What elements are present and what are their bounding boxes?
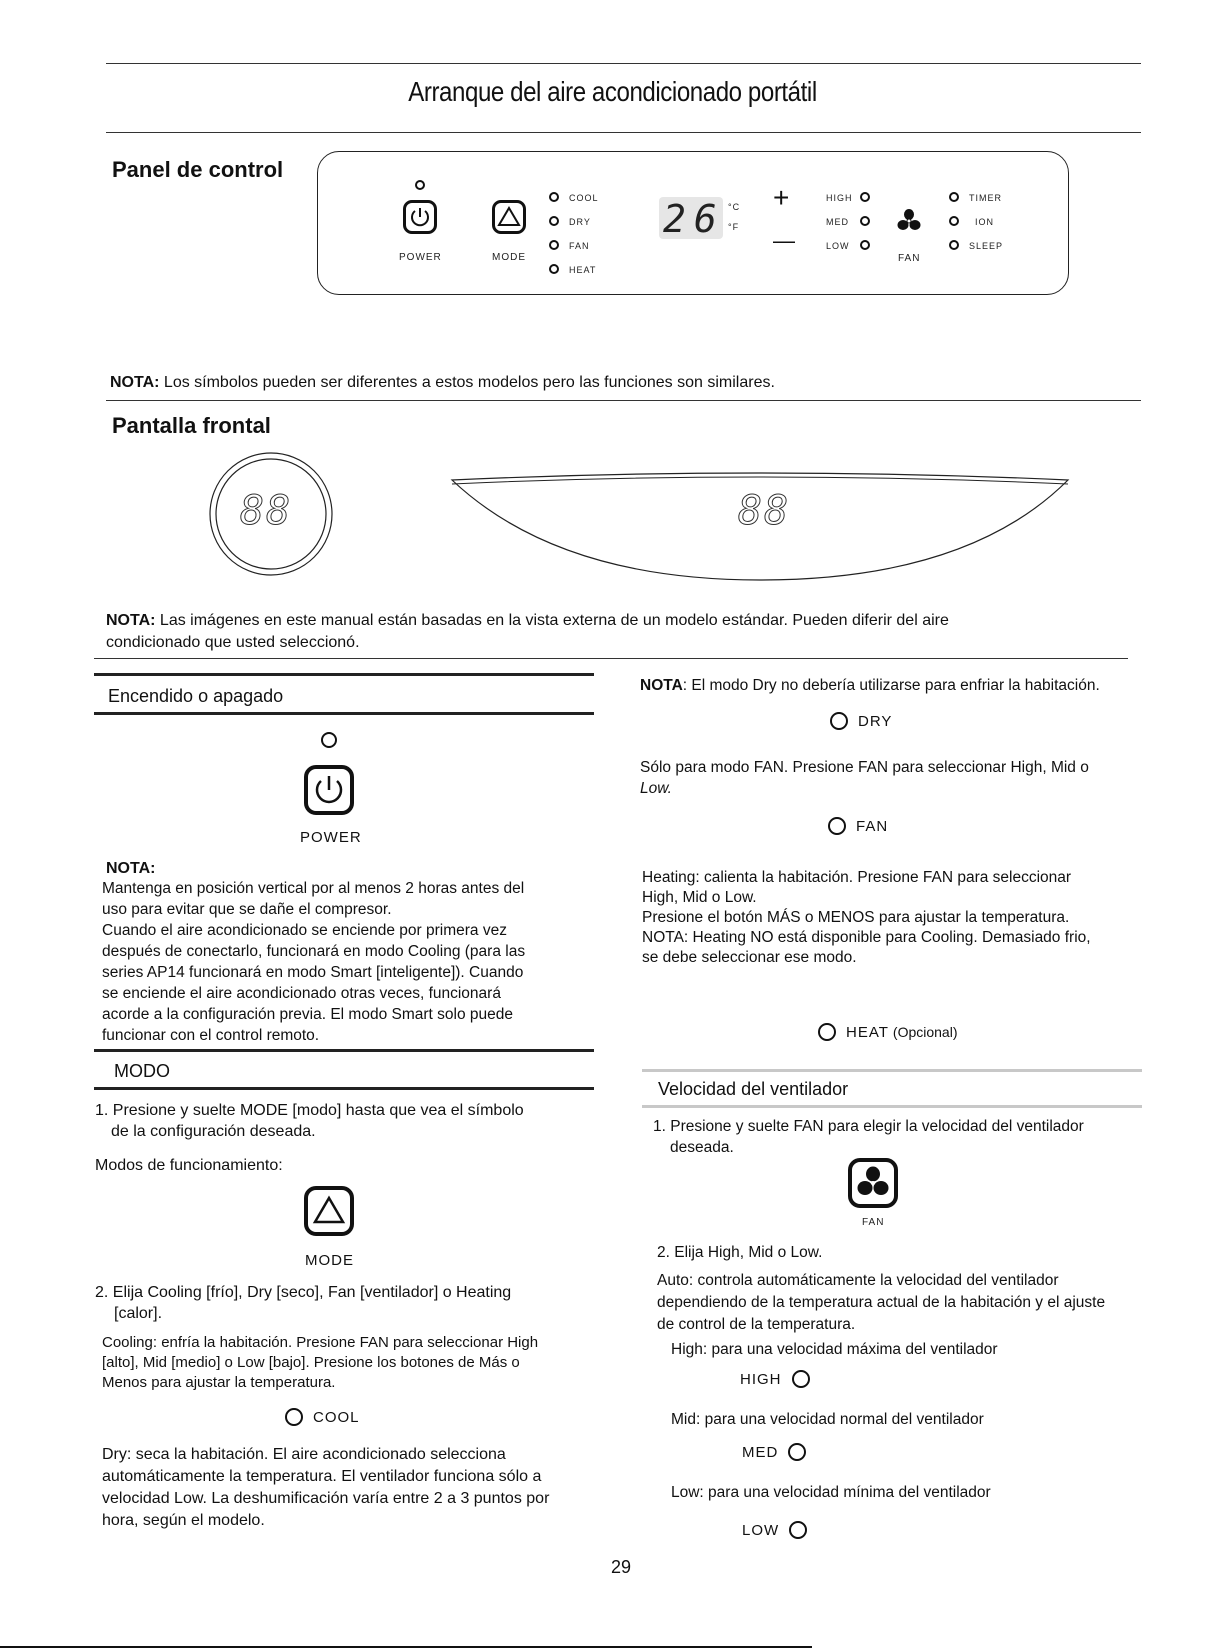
modo-step2-a: 2. Elija Cooling [frío], Dry [seco], Fan [ventilador] o Heating: [95, 1284, 512, 1301]
page-number: 29: [611, 1557, 632, 1577]
speed-step1-a: 1. Presione y suelte FAN para elegir la velocidad del ventilador: [653, 1118, 1084, 1135]
low-text: Low: para una velocidad mínima del ventilador: [671, 1484, 991, 1501]
cool-indicator: [285, 1408, 360, 1426]
mid-text: Mid: para una velocidad normal del ventilador: [671, 1411, 984, 1428]
fan-icon[interactable]: [896, 208, 922, 234]
dry-line-2: automáticamente la temperatura. El ventilador funciona sólo a: [102, 1468, 542, 1485]
note-images: [106, 610, 949, 631]
unit-f: °F: [728, 222, 740, 232]
speed-step2: 2. Elija High, Mid o Low.: [657, 1244, 823, 1261]
auto-line-1: Auto: controla automáticamente la velocidad del ventilador: [657, 1272, 1059, 1289]
power-button-large[interactable]: [304, 765, 354, 815]
nota-line-6: se enciende el aire acondicionado otras veces, funcionará: [102, 985, 501, 1002]
note2-prefix: NOTA:: [106, 612, 156, 629]
page-title: Arranque del aire acondicionado portátil: [408, 76, 817, 107]
plus-button[interactable]: +: [773, 182, 790, 213]
onoff-title: Encendido o apagado: [108, 686, 284, 706]
speed-bar-top: [642, 1069, 1142, 1072]
mode-label: MODE: [492, 252, 526, 263]
round-display-digits: 88: [240, 488, 293, 534]
nota-line-3: Cuando el aire acondicionado se enciende por primera vez: [102, 922, 507, 939]
cool-indicator-label: COOL: [313, 1408, 360, 1426]
high-led: [860, 192, 870, 202]
nota-line-4: después de conectarlo, funcionará en modo Cooling (para las: [102, 943, 526, 960]
med-indicator-label: MED: [742, 1443, 779, 1461]
fan-label: FAN: [898, 253, 921, 264]
front-heading: Pantalla frontal: [112, 413, 271, 438]
nota-line-2: uso para evitar que se dañe el compresor.: [102, 901, 392, 918]
high-text: High: para una velocidad máxima del ventilador: [671, 1341, 998, 1358]
dry-note-prefix: NOTA: [640, 677, 683, 694]
ion-label: ION: [975, 217, 995, 227]
heat-line-2: High, Mid o Low.: [642, 889, 757, 906]
power-led-large: [321, 732, 337, 748]
cool-led: [549, 192, 559, 202]
heat-indicator-label: HEAT: [846, 1023, 889, 1041]
med-led: [860, 216, 870, 226]
med-ring-icon: [788, 1443, 806, 1461]
fan-btn-label: FAN: [862, 1217, 885, 1228]
heat-optional: (Opcional): [892, 1024, 958, 1040]
auto-line-3: de control de la temperatura.: [657, 1316, 856, 1333]
power-icon-large: [308, 769, 350, 811]
modo-step1-b: de la configuración deseada.: [111, 1123, 316, 1140]
curved-display-digits: 88: [738, 488, 791, 534]
control-panel: [317, 151, 1069, 295]
nota-line-5: series AP14 funcionará en modo Smart [inteligente]). Cuando: [102, 964, 524, 981]
cooling-line-2: [alto], Mid [medio] o Low [bajo]. Presione los botones de Más o: [102, 1354, 520, 1371]
high-indicator-label: HIGH: [740, 1370, 782, 1388]
dry-note-text: : El modo Dry no debería utilizarse para enfriar la habitación.: [682, 677, 1100, 694]
fan-line-2: Low.: [640, 780, 672, 797]
sleep-label: SLEEP: [969, 241, 1004, 251]
dry-line-4: hora, según el modelo.: [102, 1512, 265, 1529]
med-indicator: [742, 1443, 806, 1461]
fan-indicator: [828, 817, 888, 835]
low-led: [860, 240, 870, 250]
mode-button[interactable]: [492, 200, 526, 234]
fan-indicator-label: FAN: [856, 817, 889, 835]
nota-line-7: acorde a la configuración previa. El modo Smart solo puede: [102, 1006, 513, 1023]
modo-title: MODO: [114, 1061, 170, 1081]
modes-heading: Modos de funcionamiento:: [95, 1157, 283, 1174]
fan-led-label: FAN: [569, 241, 590, 251]
note2-line2: condicionado que usted seleccionó.: [106, 634, 360, 651]
note-prefix: NOTA:: [110, 374, 160, 391]
note-symbols: [110, 372, 775, 393]
nota-heading: NOTA:: [106, 860, 156, 877]
bottom-edge-line: [0, 1646, 812, 1648]
heat-ring-icon: [818, 1023, 836, 1041]
unit-c: °C: [728, 202, 741, 212]
mode-label-large: MODE: [305, 1252, 354, 1269]
sleep-led: [949, 240, 959, 250]
speed-step1-b: deseada.: [670, 1139, 734, 1156]
nota-line-8: funcionar con el control remoto.: [102, 1027, 320, 1044]
minus-button[interactable]: —: [773, 228, 795, 253]
temp-value: 26: [663, 197, 725, 241]
nota-line-1: Mantenga en posición vertical por al menos 2 horas antes del: [102, 880, 525, 897]
cool-led-label: COOL: [569, 193, 599, 203]
fan-led: [549, 240, 559, 250]
fan-line-1: Sólo para modo FAN. Presione FAN para seleccionar High, Mid o: [640, 759, 1089, 776]
power-led: [415, 180, 425, 190]
heat-line-3: Presione el botón MÁS o MENOS para ajustar la temperatura.: [642, 909, 1070, 926]
dry-indicator: [830, 712, 892, 730]
onoff-bar-bottom: [94, 712, 594, 715]
dry-line-3: velocidad Low. La deshumificación varía entre 2 a 3 puntos por: [102, 1490, 550, 1507]
heat-line-1: Heating: calienta la habitación. Presione FAN para seleccionar: [642, 869, 1072, 886]
cool-ring-icon: [285, 1408, 303, 1426]
note2-line1: Las imágenes en este manual están basadas en la vista externa de un modelo estándar. Pueden diferir del aire: [155, 612, 949, 629]
note-text: Los símbolos pueden ser diferentes a estos modelos pero las funciones son similares.: [159, 374, 775, 391]
heat-line-4: NOTA: Heating NO está disponible para Cooling. Demasiado frio,: [642, 929, 1091, 946]
note-rule: [106, 400, 1141, 401]
triangle-icon: [495, 203, 523, 231]
cooling-line-1: Cooling: enfría la habitación. Presione FAN para seleccionar High: [102, 1334, 539, 1351]
power-label-large: POWER: [300, 829, 362, 846]
modo-step1-a: 1. Presione y suelte MODE [modo] hasta que vea el símbolo: [95, 1102, 524, 1119]
fan-ring-icon: [828, 817, 846, 835]
heat-line-5: se debe seleccionar ese modo.: [642, 949, 857, 966]
timer-led: [949, 192, 959, 202]
modo-bar-bottom: [94, 1087, 594, 1090]
dry-note: [640, 675, 1100, 696]
dry-led-label: DRY: [569, 217, 591, 227]
mode-button-large[interactable]: [304, 1186, 354, 1236]
power-label: POWER: [399, 252, 442, 263]
fan-icon-large: [852, 1162, 894, 1204]
high-ring-icon: [792, 1370, 810, 1388]
top-rule: [106, 63, 1141, 64]
dry-indicator-label: DRY: [858, 712, 893, 730]
panel-heading: Panel de control: [112, 157, 284, 182]
heat-led: [549, 264, 559, 274]
high-led-label: HIGH: [826, 193, 853, 203]
ion-led: [949, 216, 959, 226]
modo-bar-top: [94, 1049, 594, 1052]
dry-ring-icon: [830, 712, 848, 730]
onoff-bar-top: [94, 673, 594, 676]
temp-display: [659, 197, 723, 239]
cooling-line-3: Menos para ajustar la temperatura.: [102, 1374, 336, 1391]
speed-title: Velocidad del ventilador: [658, 1079, 849, 1099]
med-led-label: MED: [826, 217, 849, 227]
power-button[interactable]: [403, 200, 437, 234]
triangle-icon-large: [308, 1190, 350, 1232]
dry-led: [549, 216, 559, 226]
heat-indicator: [818, 1023, 958, 1041]
low-led-label: LOW: [826, 241, 850, 251]
auto-line-2: dependiendo de la temperatura actual de la habitación y el ajuste: [657, 1294, 1106, 1311]
low-indicator-label: LOW: [742, 1521, 780, 1539]
timer-label: TIMER: [969, 193, 1002, 203]
modo-step2-b: [calor].: [114, 1305, 163, 1322]
title-rule: [106, 132, 1141, 133]
low-ring-icon: [789, 1521, 807, 1539]
low-indicator: [742, 1521, 807, 1539]
section-rule: [94, 658, 1128, 659]
speed-bar-bottom: [642, 1105, 1142, 1108]
high-indicator: [740, 1370, 810, 1388]
heat-led-label: HEAT: [569, 265, 597, 275]
dry-line-1: Dry: seca la habitación. El aire acondicionado selecciona: [102, 1446, 506, 1463]
power-icon: [406, 203, 434, 231]
fan-button-large[interactable]: [848, 1158, 898, 1208]
